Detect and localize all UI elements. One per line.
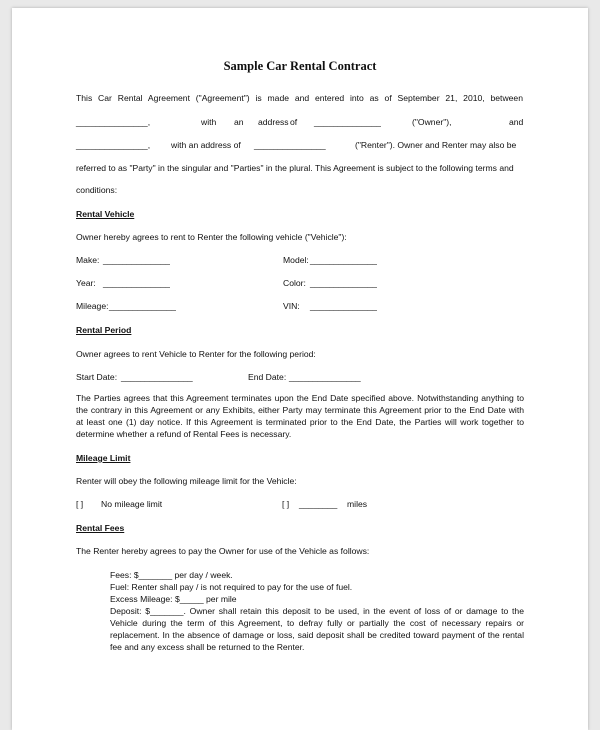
start-date-label: Start Date:: [76, 372, 118, 382]
intro-word: with: [201, 117, 217, 127]
year-label: Year:: [76, 278, 96, 288]
deposit-line: Vehicle during the term of this Agreement, to defray fully or partially the cost of necessary repairs or: [110, 618, 524, 628]
deposit-line: Deposit: $_______. Owner shall retain this deposit to be used, in the event of loss of or damage to the: [110, 606, 524, 616]
intro-line-5: conditions:: [76, 185, 118, 195]
color-blank: ______________: [310, 278, 377, 288]
owner-address-blank: ______________: [314, 117, 381, 127]
limit-checkbox: [ ]: [282, 499, 290, 509]
owner-label: ("Owner"),: [412, 117, 452, 127]
fees-line: Fees: $_______ per day / week.: [110, 570, 233, 580]
intro-word: and: [509, 117, 524, 127]
no-limit-label: No mileage limit: [101, 499, 163, 509]
year-blank: ______________: [103, 278, 170, 288]
period-paragraph-line: determine whether a refund of Rental Fees is necessary.: [76, 429, 292, 439]
mileage-blank: ______________: [109, 301, 176, 311]
color-label: Color:: [283, 278, 306, 288]
model-label: Model:: [283, 255, 309, 265]
end-date-label: End Date:: [248, 372, 287, 382]
deposit-line: fee and any excess shall be returned to the Renter.: [110, 642, 305, 652]
end-date-blank: _______________: [289, 372, 361, 382]
section-heading-mileage-limit: Mileage Limit: [76, 453, 131, 463]
intro-word: of: [290, 117, 298, 127]
renter-address-blank: _______________: [254, 140, 326, 150]
intro-word: address: [258, 117, 289, 127]
period-paragraph-line: at least one (1) day notice. If this Agreement is terminated prior to the End Date, the Parties will work together to: [76, 417, 524, 427]
no-limit-checkbox: [ ]: [76, 499, 84, 509]
intro-line-4: referred to as "Party" in the singular and "Parties" in the plural. This Agreement is subject to the following terms and: [76, 163, 514, 173]
intro-text: ("Renter"). Owner and Renter may also be: [355, 140, 517, 150]
deposit-line: replacement. In the absence of damage or loss, said deposit shall be credited toward payment of the rental: [110, 630, 524, 640]
vin-label: VIN:: [283, 301, 300, 311]
miles-blank: ________: [299, 499, 338, 509]
renter-name-blank: _______________,: [76, 117, 151, 127]
miles-label: miles: [347, 499, 368, 509]
section-heading-rental-vehicle: Rental Vehicle: [76, 209, 135, 219]
section-heading-rental-fees: Rental Fees: [76, 523, 125, 533]
fuel-line: Fuel: Renter shall pay / is not required to pay for the use of fuel.: [110, 582, 353, 592]
make-label: Make:: [76, 255, 100, 265]
intro-word: an: [234, 117, 244, 127]
make-blank: ______________: [103, 255, 170, 265]
excess-mileage-line: Excess Mileage: $_____ per mile: [110, 594, 237, 604]
fees-intro: The Renter hereby agrees to pay the Owner for use of the Vehicle as follows:: [76, 546, 370, 556]
mileage-label: Mileage:: [76, 301, 109, 311]
section-heading-rental-period: Rental Period: [76, 325, 132, 335]
document-page: [12, 8, 588, 730]
mileage-intro: Renter will obey the following mileage limit for the Vehicle:: [76, 476, 297, 486]
vehicle-intro: Owner hereby agrees to rent to Renter the following vehicle ("Vehicle"):: [76, 232, 347, 242]
document-title: Sample Car Rental Contract: [223, 59, 377, 73]
intro-text: with an address of: [171, 140, 241, 150]
intro-line-1: This Car Rental Agreement ("Agreement") is made and entered into as of September 21, 2010, between: [76, 93, 523, 103]
period-paragraph-line: The Parties agrees that this Agreement terminates upon the End Date specified above. Notwithstanding anything to: [76, 393, 524, 403]
period-intro: Owner agrees to rent Vehicle to Renter for the following period:: [76, 349, 316, 359]
start-date-blank: _______________: [121, 372, 193, 382]
model-blank: ______________: [310, 255, 377, 265]
period-paragraph-line: the contrary in this Agreement or any Exhibits, either Party may terminate this Agreement prior to the End Date with: [76, 405, 524, 415]
vin-blank: ______________: [310, 301, 377, 311]
renter-blank: _______________,: [76, 140, 151, 150]
